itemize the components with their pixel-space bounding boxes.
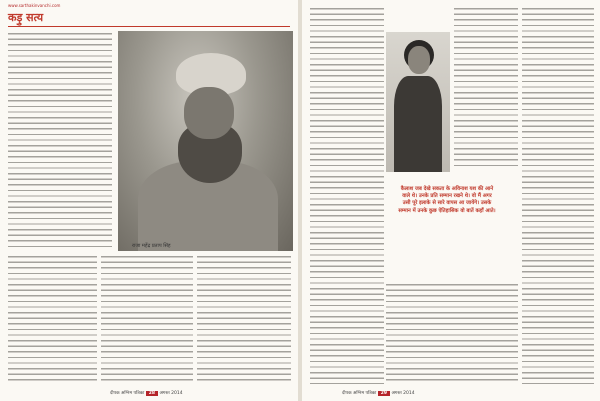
right-footer: [342, 390, 415, 398]
text-column-4: [197, 254, 291, 384]
page-number: 29: [378, 391, 390, 396]
footer-issue: अगस्त 2014: [391, 391, 415, 396]
text-column-7: [522, 6, 594, 384]
left-page: [0, 0, 298, 401]
text-column-2: [8, 254, 97, 384]
kicker-divider: [8, 26, 290, 27]
pull-quote: कैलाश जब देखे सकता के अविनाश यश की आने वाले थे। उनके प्रति सम्मान रखने थे। वो मैं अगर उसी पूरे इलाके से सारे वापस आ जायेंगे। उसके सम्मान में उनके कुछ ऐतिहासिक वो बातें कहाँ आते।: [398, 186, 496, 214]
footer-publication: दीपक अग्निम पत्रिका: [342, 391, 377, 396]
text-column-8: [386, 282, 518, 384]
site-url: www.sarthakinvanchi.com: [8, 3, 61, 8]
woman-portrait-photo: [386, 32, 450, 172]
text-column-6: [454, 6, 518, 166]
text-column-5: [310, 6, 384, 384]
photo-caption: राजा महेंद्र प्रताप सिंह: [132, 243, 171, 249]
right-page: [302, 0, 600, 401]
footer-publication: दीपक अग्निम पत्रिका: [110, 391, 145, 396]
text-column-3: [101, 254, 193, 384]
historical-portrait-photo: [118, 31, 293, 251]
section-kicker: कड़ु सत्य: [8, 11, 44, 24]
text-column-1: [8, 31, 112, 249]
footer-issue: अगस्त 2014: [159, 391, 183, 396]
left-footer: [110, 390, 183, 398]
page-number: 28: [146, 391, 158, 396]
